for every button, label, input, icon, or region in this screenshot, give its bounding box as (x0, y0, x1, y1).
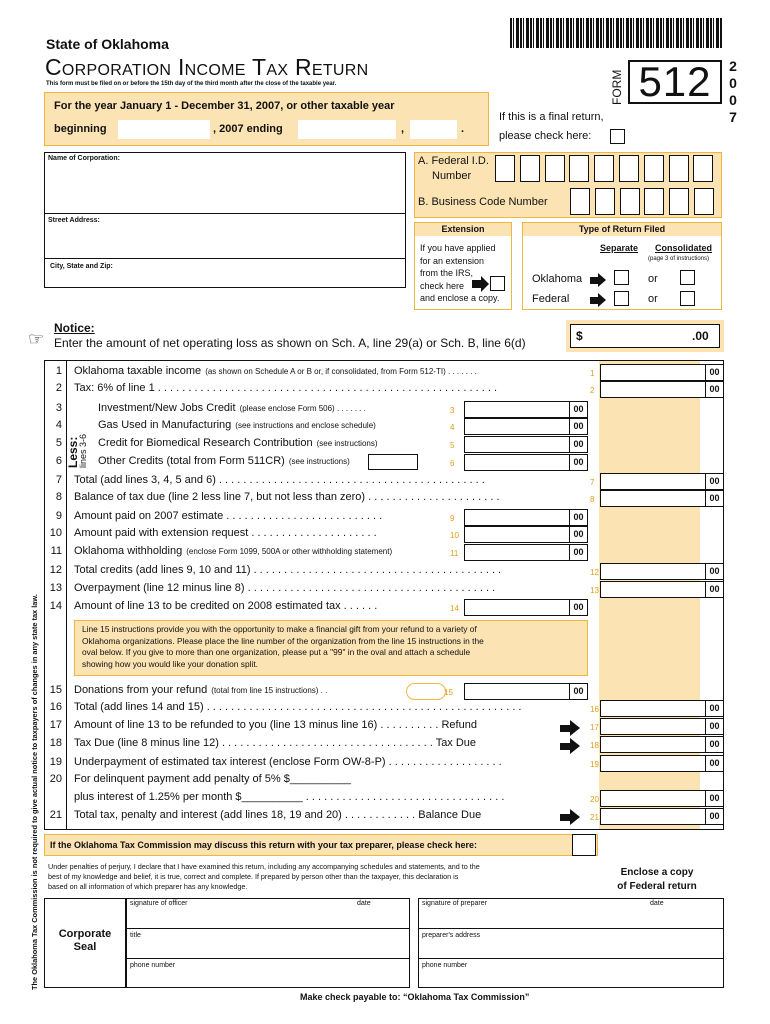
page-note: (page 3 of instructions) (648, 256, 710, 262)
line-14-label (74, 600, 381, 612)
line-16-label (74, 701, 525, 713)
line-text: Oklahoma taxable income (74, 365, 202, 377)
form-label: FORM (610, 69, 624, 105)
city-label: City, State and Zip: (50, 263, 113, 270)
divider (126, 928, 410, 929)
line-19-label (74, 756, 506, 768)
line-number: 16 (49, 701, 62, 713)
cents-label: 00 (569, 510, 587, 525)
line-number: 8 (55, 491, 62, 503)
line-ref: 20 (590, 795, 599, 804)
beginning-label: beginning (54, 123, 107, 135)
line-text: Amount paid on 2007 estimate . . . . . . . . . . . . . . . . . . . . . . . . . . (74, 510, 383, 522)
line-text: Total tax, penalty and interest (add lines 18, 19 and 20) . . . . . . . . . . . . Balance Due (74, 809, 482, 821)
line-ref: 4 (450, 423, 455, 432)
line-text: Oklahoma withholding (74, 545, 183, 557)
federal-id-digit-input[interactable] (594, 155, 614, 182)
line-12-amount-input[interactable] (600, 563, 724, 580)
or-label: or (648, 293, 658, 305)
line-text: Balance of tax due (line 2 less line 7, but not less than zero) . . . . . . . . . . . . . . . . . . . . . . (74, 491, 500, 503)
cents-label: 00 (569, 455, 587, 470)
line-8-amount-input[interactable] (600, 490, 724, 507)
or-label: or (648, 273, 658, 285)
cents-label: 00 (569, 419, 587, 434)
divider (418, 958, 724, 959)
divider (126, 958, 410, 959)
line-text: Amount paid with extension request . . . . . . . . . . . . . . . . . . . . . (74, 527, 377, 539)
tax-year-label: For the year January 1 - December 31, 2007, or other taxable year (54, 100, 395, 112)
federal-id-digit-input[interactable] (669, 155, 689, 182)
line-4-amount-input[interactable] (464, 418, 588, 435)
line-ref: 11 (450, 549, 459, 558)
street-input[interactable] (46, 228, 404, 256)
officer-date-label: date (357, 900, 371, 907)
seal-label: Corporate Seal (58, 928, 112, 953)
state-name: State of Oklahoma (46, 36, 169, 52)
corp-name-input[interactable] (46, 166, 404, 211)
line-number: 21 (49, 809, 62, 821)
preparer-question: If the Oklahoma Tax Commission may discuss this return with your tax preparer, please check here: (50, 840, 477, 850)
footer-payable: Make check payable to: “Oklahoma Tax Commission” (300, 992, 530, 1002)
notice-text: Enter the amount of net operating loss as shown on Sch. A, line 29(a) or Sch. B, line 6(d) (54, 336, 526, 350)
federal-id-digit-input[interactable] (619, 155, 639, 182)
line-text: Credit for Biomedical Research Contribution (98, 437, 313, 449)
line-text: Underpayment of estimated tax interest (enclose Form OW-8-P) . . . . . . . . . . . . . . . . . . . (74, 756, 502, 768)
federal-id-label-2: Number (432, 170, 472, 182)
line-ref: 15 (444, 688, 453, 697)
line-20b-label (74, 791, 508, 803)
donation-oval-input[interactable] (406, 683, 446, 700)
line-number: 4 (55, 419, 62, 431)
line-13-amount-input[interactable] (600, 581, 724, 598)
line-9-amount-input[interactable] (464, 509, 588, 526)
line-note: (please enclose Form 506) . . . . . . . (239, 404, 366, 413)
final-return-check-label: please check here: (499, 130, 592, 142)
line-ref: 12 (590, 568, 599, 577)
line-7-amount-input[interactable] (600, 473, 724, 490)
business-code-digit-input[interactable] (595, 188, 615, 215)
line-17-amount-input[interactable] (600, 718, 724, 735)
cents-label: 00 (569, 527, 587, 542)
line-4-label (98, 419, 376, 431)
ending-date-input[interactable] (298, 120, 396, 139)
ending-year-input[interactable] (410, 120, 457, 139)
comma: , (401, 123, 405, 135)
line-2-label (74, 382, 501, 394)
line-text: Gas Used in Manufacturing (98, 419, 232, 431)
federal-id-label: A. Federal I.D. (418, 155, 489, 167)
line-6-amount-input[interactable] (464, 454, 588, 471)
line-number: 14 (49, 600, 62, 612)
line-9-label (74, 510, 386, 522)
final-return-label: If this is a final return, (499, 111, 604, 123)
consolidated-label: Consolidated (655, 243, 713, 253)
form-year: 2 0 0 7 (729, 58, 737, 125)
line-number: 13 (49, 582, 62, 594)
cents-label: 00 (705, 809, 723, 824)
title-label: title (130, 932, 141, 939)
line-number: 3 (55, 402, 62, 414)
line-ref: 18 (590, 741, 599, 750)
oklahoma-consolidated-checkbox[interactable] (680, 270, 695, 285)
cents-label: 00 (705, 382, 723, 397)
line-number: 1 (55, 365, 62, 377)
side-note: The Oklahoma Tax Commission is not required to give actual notice to taxpayers of changes in any state tax law. (30, 594, 39, 990)
line-text: Total (add lines 14 and 15) . . . . . . . . . . . . . . . . . . . . . . . . . . . . . . . . . . . . . . . . . . . . . . . . . . . . (74, 701, 522, 713)
oklahoma-label: Oklahoma (532, 273, 583, 285)
cents-label: 00 (705, 564, 723, 579)
cents-label: 00 (569, 684, 587, 699)
arrow-icon (570, 720, 580, 736)
extension-text: If you have applied for an extension from the IRS, check here and enclose a copy. (420, 243, 500, 303)
divider (44, 258, 406, 259)
business-code-digit-input[interactable] (570, 188, 590, 215)
arrow-icon (570, 738, 580, 754)
line-number: 12 (49, 564, 62, 576)
line-number: 20 (49, 773, 62, 785)
line-14-amount-input[interactable] (464, 599, 588, 616)
form-number-box: 512 (628, 60, 722, 104)
line-ref: 21 (590, 813, 599, 822)
line-number: 11 (50, 545, 62, 557)
federal-label: Federal (532, 293, 570, 305)
line-10-amount-input[interactable] (464, 526, 588, 543)
cents-label: 00 (705, 474, 723, 489)
period: . (461, 123, 465, 135)
line-ref: 1 (590, 369, 595, 378)
line-ref: 6 (450, 459, 455, 468)
line-12-label (74, 564, 505, 576)
line-ref: 7 (590, 478, 595, 487)
business-code-digit-input[interactable] (669, 188, 689, 215)
line-text: Total credits (add lines 9, 10 and 11) . . . . . . . . . . . . . . . . . . . . . . . . . . . . . . . . . . . . . . . . . (74, 564, 502, 576)
barcode (510, 18, 722, 48)
line-6-form-input[interactable] (368, 454, 418, 470)
line-number: 6 (55, 455, 62, 467)
preparer-checkbox[interactable] (572, 834, 596, 856)
line-text: Amount of line 13 to be credited on 2008 estimated tax . . . . . . (74, 600, 378, 612)
line-text: For delinquent payment add penalty of 5% $__________ (74, 773, 352, 785)
federal-id-digit-input[interactable] (644, 155, 664, 182)
city-input[interactable] (46, 274, 404, 286)
extension-checkbox[interactable] (490, 276, 505, 291)
corp-name-label: Name of Corporation: (48, 155, 120, 162)
cents-label: 00 (569, 437, 587, 452)
preparer-date-label: date (650, 900, 664, 907)
line-ref: 16 (590, 705, 599, 714)
notice-title: Notice: (54, 321, 95, 335)
preparer-address-label: preparer's address (422, 932, 481, 939)
line-2-amount-input[interactable] (600, 381, 724, 398)
line-17-label (74, 719, 481, 731)
phone-label: phone number (130, 962, 176, 969)
line-number: 18 (49, 737, 62, 749)
line-1-label (74, 365, 477, 377)
cents-label: 00 (569, 545, 587, 560)
line-7-label (74, 474, 489, 486)
line-ref: 9 (450, 514, 455, 523)
line-15-label (74, 684, 327, 696)
cents-label: 00 (705, 365, 723, 380)
line-text: Tax: 6% of line 1 . . . . . . . . . . . . . . . . . . . . . . . . . . . . . . . . . . . . . . . . . . . . . . . . . . . . . . . . (74, 382, 498, 394)
line-3-amount-input[interactable] (464, 401, 588, 418)
line-6-label (98, 455, 350, 467)
line-number: 9 (55, 510, 62, 522)
line-19-amount-input[interactable] (600, 755, 724, 772)
line-21-amount-input[interactable] (600, 808, 724, 825)
officer-sig-label: signature of officer (130, 900, 188, 907)
line-text: Amount of line 13 to be refunded to you (line 13 minus line 16) . . . . . . . . . . Refund (74, 719, 477, 731)
cents-label: 00 (705, 701, 723, 716)
cents-label: 00 (705, 791, 723, 806)
line-number: 15 (49, 684, 62, 696)
arrow-icon (481, 276, 489, 292)
line-21-label (74, 809, 485, 821)
return-type-title: Type of Return Filed (523, 223, 721, 236)
divider (44, 213, 406, 214)
street-label: Street Address: (48, 217, 100, 224)
line-note: (see instructions and enclose schedule) (235, 421, 376, 430)
enclose-copy-note: Enclose a copy of Federal return (617, 867, 697, 892)
line-ref: 5 (450, 441, 455, 450)
line-11-amount-input[interactable] (464, 544, 588, 561)
line-18-amount-input[interactable] (600, 736, 724, 753)
line-note: (as shown on Schedule A or B or, if consolidated, from Form 512-TI) . . . . . . . (205, 367, 477, 376)
business-code-label: B. Business Code Number (418, 196, 548, 208)
line-16-amount-input[interactable] (600, 700, 724, 717)
line-1-amount-input[interactable] (600, 364, 724, 381)
final-return-checkbox[interactable] (610, 129, 625, 144)
cents-label: 00 (705, 737, 723, 752)
line-ref: 3 (450, 406, 455, 415)
line-10-label (74, 527, 381, 539)
arrow-icon (598, 273, 606, 287)
line-3-label (98, 402, 366, 414)
line-number: 7 (55, 474, 62, 486)
line-number: 17 (49, 719, 62, 731)
oklahoma-separate-checkbox[interactable] (614, 270, 629, 285)
line-number: 5 (55, 437, 62, 449)
line-text: Tax Due (line 8 minus line 12) . . . . . . . . . . . . . . . . . . . . . . . . . . . . . . . . . . . Tax Due (74, 737, 477, 749)
line-ref: 13 (590, 586, 599, 595)
line-20-label (74, 773, 355, 785)
federal-id-digit-input[interactable] (495, 155, 515, 182)
separate-label: Separate (600, 243, 639, 253)
dollar-sign: $ (576, 329, 583, 343)
pointing-hand-icon: ☞ (28, 329, 45, 349)
line-ref: 17 (590, 723, 599, 732)
line-note: (total from line 15 instructions) . . (211, 686, 328, 695)
line-5-label (98, 437, 378, 449)
line-20-amount-input[interactable] (600, 790, 724, 807)
filing-note: This form must be filed on or before the 15th day of the third month after the close of the taxable year. (46, 81, 337, 87)
cents-label: 00 (569, 600, 587, 615)
federal-consolidated-checkbox[interactable] (680, 291, 695, 306)
preparer-sig-label: signature of preparer (422, 900, 487, 907)
business-code-digit-input[interactable] (694, 188, 714, 215)
federal-id-digit-input[interactable] (693, 155, 713, 182)
line-number: 19 (49, 756, 62, 768)
line-18-label (74, 737, 480, 749)
divider (418, 928, 724, 929)
arrow-icon (570, 809, 580, 825)
line-text: Other Credits (total from Form 511CR) (98, 455, 285, 467)
business-code-digit-input[interactable] (620, 188, 640, 215)
line15-info-text: Line 15 instructions provide you with the opportunity to make a financial gift from your refund to a variety of Oklahoma organizations. Please place the line number of the organization from the line 15 instructions in the oval below. If you give to more than one organization, please put a "99" in the oval and attach a schedule showing how you would like your donation split. (82, 624, 484, 669)
line-ref: 2 (590, 386, 595, 395)
beginning-date-input[interactable] (118, 120, 210, 139)
line-note: (see instructions) (316, 439, 378, 448)
form-title: Corporation Income Tax Return (45, 54, 369, 80)
nol-cents: .00 (692, 329, 709, 343)
officer-signature-box[interactable] (126, 898, 410, 988)
line-note: (enclose Form 1099, 500A or other withholding statement) (186, 547, 393, 556)
line-ref: 8 (590, 495, 595, 504)
federal-id-digit-input[interactable] (545, 155, 565, 182)
line-number: 10 (49, 527, 62, 539)
less-label: Less: lines 3-6 (66, 433, 88, 468)
line-5-amount-input[interactable] (464, 436, 588, 453)
preparer-signature-box[interactable] (418, 898, 724, 988)
ending-label: , 2007 ending (213, 123, 283, 135)
line-text: Total (add lines 3, 4, 5 and 6) . . . . . . . . . . . . . . . . . . . . . . . . . . . . . . . . . . . . . . . . . . . . (74, 474, 485, 486)
federal-id-digit-input[interactable] (520, 155, 540, 182)
federal-id-digit-input[interactable] (569, 155, 589, 182)
line-15-amount-input[interactable] (464, 683, 588, 700)
line-ref: 14 (450, 604, 459, 613)
cents-label: 00 (705, 719, 723, 734)
line-number: 2 (55, 382, 62, 394)
business-code-digit-input[interactable] (644, 188, 664, 215)
line-8-label (74, 491, 504, 503)
line-11-label (74, 545, 392, 557)
cents-label: 00 (569, 402, 587, 417)
line-text: Overpayment (line 12 minus line 8) . . . . . . . . . . . . . . . . . . . . . . . . . . . . . . . . . . . . . . . . . (74, 582, 496, 594)
cents-label: 00 (705, 491, 723, 506)
extension-title: Extension (415, 223, 511, 236)
declaration-text: Under penalties of perjury, I declare that I have examined this return, including any accompanying schedules and statements, and to the best of my knowledge and belief, it is true, correct and complete. If prepared by person other than the taxpayer, this declaration is based on all information of which preparer has any knowledge. (48, 862, 480, 891)
cents-label: 00 (705, 582, 723, 597)
federal-separate-checkbox[interactable] (614, 291, 629, 306)
line-text: Donations from your refund (74, 684, 208, 696)
arrow-icon (598, 293, 606, 307)
line-note: (see instructions) (288, 457, 350, 466)
line-ref: 19 (590, 760, 599, 769)
line-ref: 10 (450, 531, 459, 540)
line-13-label (74, 582, 499, 594)
preparer-phone-label: phone number (422, 962, 468, 969)
line-text: Investment/New Jobs Credit (98, 402, 236, 414)
cents-label: 00 (705, 756, 723, 771)
line-text: plus interest of 1.25% per month $__________ . . . . . . . . . . . . . . . . . . . . . . . . . . . . . . . . . (74, 791, 505, 803)
